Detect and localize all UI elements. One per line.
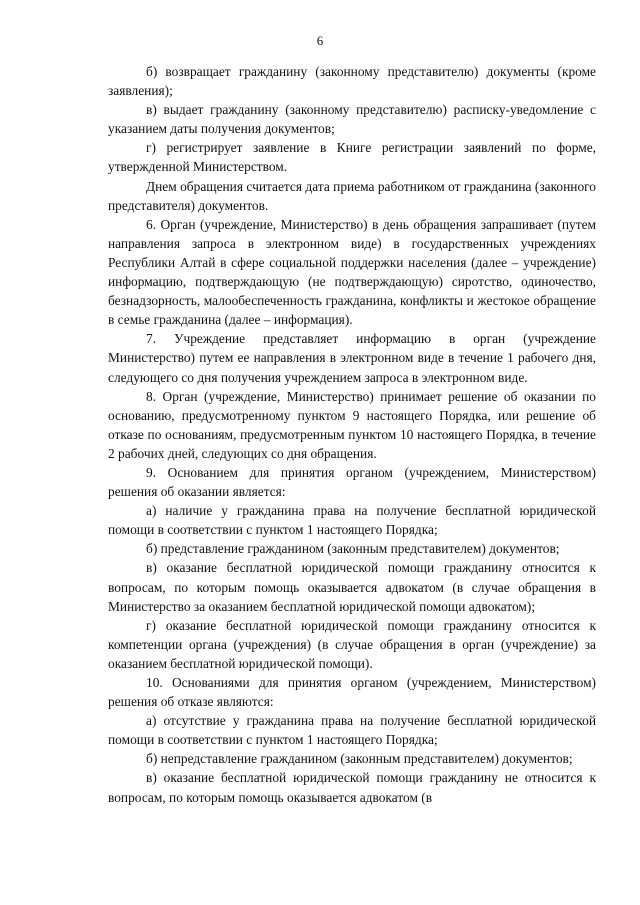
paragraph-return-documents: б) возвращает гражданину (законному представителю) документы (кроме заявления); — [108, 64, 596, 99]
paragraph-issue-receipt: в) выдает гражданину (законному представителю) расписку-уведомление с указанием даты получения документов; — [108, 102, 596, 137]
paragraph-item-9-g: г) оказание бесплатной юридической помощи гражданину относится к компетенции органа (учреждения) (в случае обращения в орган (учреждение) за оказанием бесплатной юридической помощи). — [108, 617, 596, 671]
paragraph-item-8: 8. Орган (учреждение, Министерство) принимает решение об оказании по основанию, предусмотренному пунктом 9 настоящего Порядка, или решение об отказе по основаниям, предусмотренным пунктом 10 настоящего Порядка, в течение 2 рабочих дней, следующих со дня обращения. — [108, 388, 596, 461]
paragraph-application-date: Днем обращения считается дата приема работником от гражданина (законного представителя) документов. — [108, 178, 596, 213]
paragraph-item-7: 7. Учреждение представляет информацию в орган (учреждение Министерство) путем ее направления в электронном виде в течение 1 рабочего дня, следующего со дня получения учреждением запроса в электронном виде. — [108, 331, 596, 385]
paragraph-item-10-b: б) непредставление гражданином (законным представителем) документов; — [146, 751, 573, 767]
document-body — [108, 62, 596, 807]
paragraph-item-9: 9. Основанием для принятия органом (учреждением, Министерством) решения об оказании является: — [108, 464, 596, 500]
paragraph-register-application: г) регистрирует заявление в Книге регистрации заявлений по форме, утвержденной Министерством. — [108, 140, 596, 175]
paragraph-item-10: 10. Основаниями для принятия органом (учреждением, Министерством) решения об отказе являются: — [108, 675, 596, 710]
paragraph-item-9-v: в) оказание бесплатной юридической помощи гражданину относится к вопросам, по которым помощь оказывается адвокатом (в случае обращения в Министерство за оказанием бесплатной юридической помощи адвокатом); — [108, 560, 596, 614]
paragraph-item-6: 6. Орган (учреждение, Министерство) в день обращения запрашивает (путем направления запроса в электронном виде) в государственных учреждениях Республики Алтай в сфере социальной поддержки населения (далее – учреждение) информацию, подтверждающую (не подтверждающую) сиротство, одиночество, безнадзорность, малообеспеченность гражданина, конфликты и жестокое обращение в семье гражданина (далее – информация). — [108, 216, 596, 328]
paragraph-item-9-b: б) представление гражданином (законным представителем) документов; — [146, 541, 560, 557]
paragraph-item-9-a: а) наличие у гражданина права на получение бесплатной юридической помощи в соответствии с пунктом 1 настоящего Порядка; — [108, 503, 596, 538]
page-number: 6 — [316, 33, 324, 48]
paragraph-item-10-a: а) отсутствие у гражданина права на получение бесплатной юридической помощи в соответствии с пунктом 1 настоящего Порядка; — [108, 713, 596, 748]
paragraph-item-10-v: в) оказание бесплатной юридической помощи гражданину не относится к вопросам, по которым помощь оказывается адвокатом (в — [108, 770, 596, 805]
